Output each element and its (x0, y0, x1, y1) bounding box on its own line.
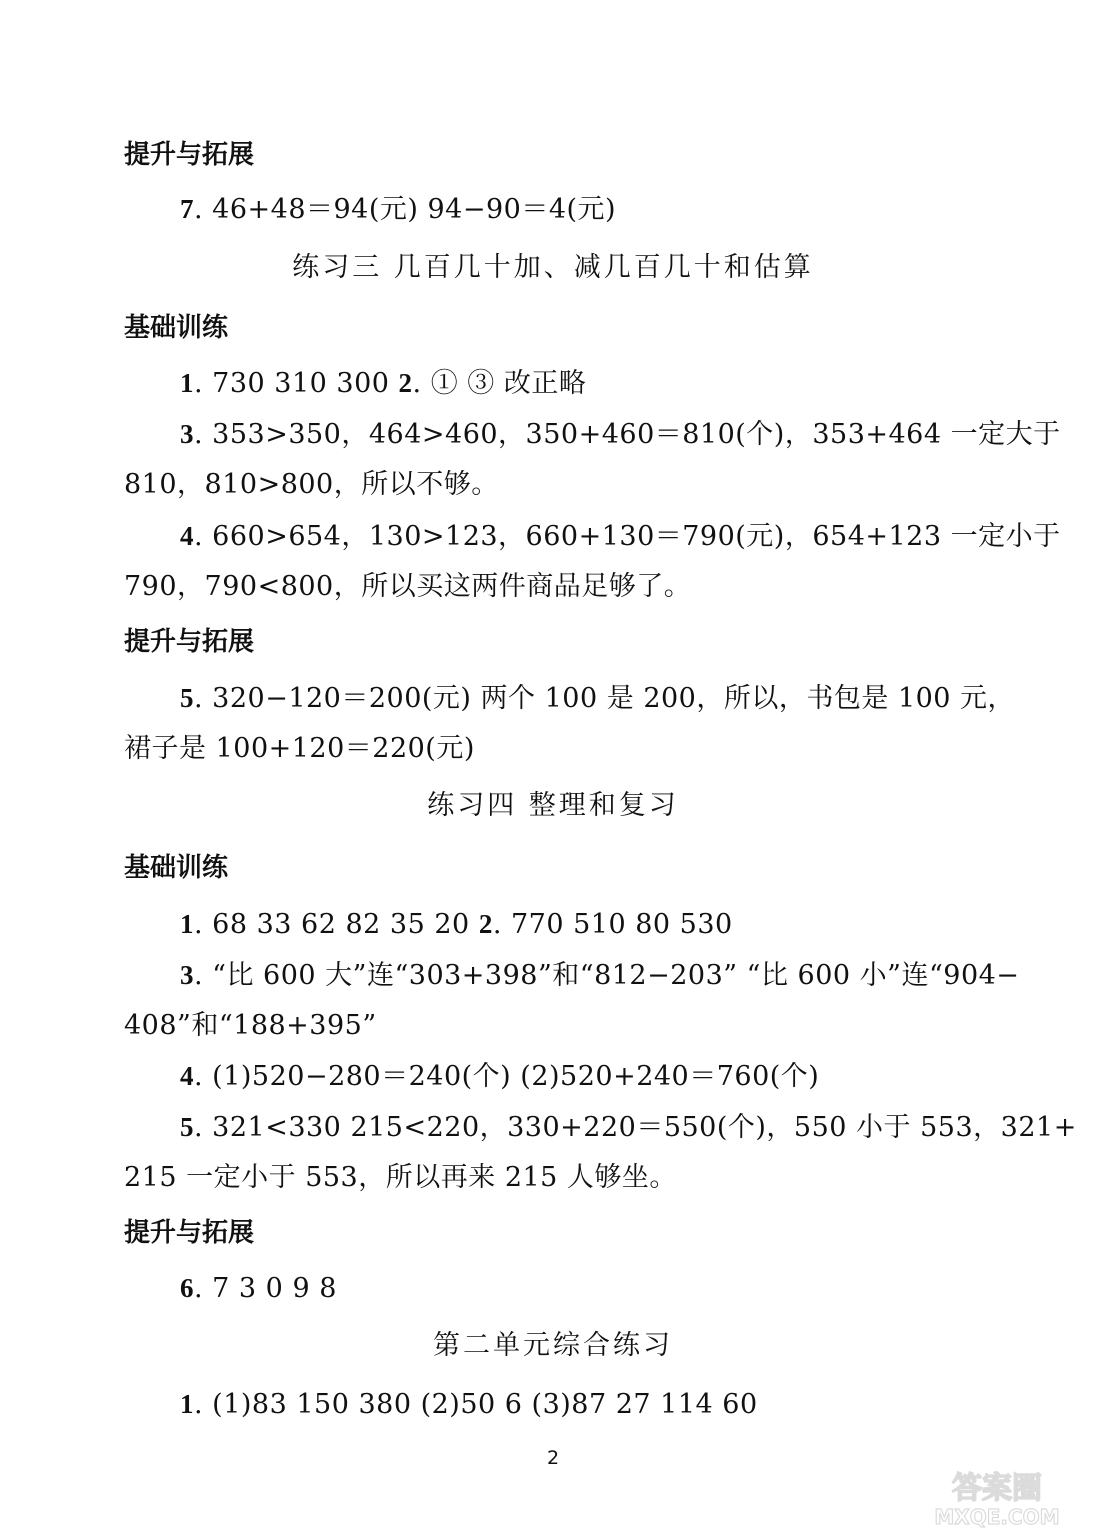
item-number: 3 (180, 960, 194, 990)
answer-line-1-2 (180, 365, 586, 402)
answer-line-5 (180, 1109, 1077, 1146)
page-number: 2 (546, 1447, 560, 1469)
item-number: 1 (180, 1389, 194, 1419)
answer-text: . “比 600 大”连“303+398”和“812−203” “比 600 小”连“904− (194, 960, 1020, 991)
watermark-logo (902, 1468, 1092, 1530)
answer-line-3 (180, 957, 1019, 994)
item-number: 5 (180, 1112, 194, 1142)
answer-text: . 353>350，464>460，350+460＝810(个)，353+464 一定大于 (194, 419, 1061, 450)
answer-line-7 (180, 191, 616, 228)
answer-line-3 (180, 416, 1061, 453)
item-number: 6 (180, 1273, 194, 1303)
answer-line-6 (180, 1270, 337, 1307)
item-number: 7 (180, 194, 194, 224)
answer-text: . 320−120＝200(元) 两个 100 是 200，所以，书包是 100 元， (194, 683, 1016, 714)
answer-line-5 (180, 680, 1015, 717)
svg-text:答案圈: 答案圈 (952, 1471, 1042, 1506)
item-number: 2 (398, 368, 413, 398)
exercise-heading: 练习三 几百几十加、减几百几十和估算 (292, 252, 814, 283)
answer-text: . (1)83 150 380 (2)50 6 (3)87 27 114 60 (194, 1389, 758, 1420)
item-number: 1 (180, 368, 194, 398)
answer-line-4 (180, 518, 1061, 555)
section-title: 基础训练 (124, 853, 229, 883)
item-number: 3 (180, 419, 194, 449)
answer-continuation: 408”和“188+395” (124, 1010, 377, 1041)
section-title: 基础训练 (124, 313, 229, 343)
answer-text: . 46+48＝94(元) 94−90＝4(元) (194, 194, 617, 225)
answer-continuation: 810，810>800，所以不够。 (124, 469, 499, 500)
answer-text: . (1)520−280＝240(个) (2)520+240＝760(个) (194, 1061, 820, 1092)
item-number: 4 (180, 1061, 194, 1091)
answer-line-4 (180, 1058, 819, 1095)
svg-text:MXQE.COM: MXQE.COM (934, 1505, 1060, 1529)
answer-text: . 7 3 0 9 8 (194, 1273, 337, 1304)
answer-text: . 68 33 62 82 35 20 (194, 909, 479, 940)
section-title: 提升与拓展 (124, 140, 255, 170)
answer-continuation: 215 一定小于 553，所以再来 215 人够坐。 (124, 1162, 677, 1193)
answer-text: . 730 310 300 (194, 368, 399, 399)
answer-line-1-2 (180, 906, 733, 943)
item-number: 2 (478, 909, 493, 939)
item-number: 5 (180, 683, 194, 713)
answer-text: . 321<330 215<220，330+220＝550(个)，550 小于 553，321+ (194, 1112, 1077, 1143)
item-number: 4 (180, 521, 194, 551)
answer-continuation: 790，790<800，所以买这两件商品足够了。 (124, 571, 692, 602)
item-number: 1 (180, 909, 194, 939)
exercise-heading: 练习四 整理和复习 (427, 790, 679, 821)
section-title: 提升与拓展 (124, 627, 255, 657)
exercise-heading: 第二单元综合练习 (433, 1330, 673, 1361)
answer-continuation: 裙子是 100+120＝220(元) (124, 733, 475, 764)
answer-line-1 (180, 1386, 758, 1423)
answer-text: . 770 510 80 530 (492, 909, 733, 940)
answer-text: . ① ③ 改正略 (412, 368, 587, 399)
section-title: 提升与拓展 (124, 1218, 255, 1248)
answer-text: . 660>654，130>123，660+130＝790(元)，654+123 一定小于 (194, 521, 1061, 552)
